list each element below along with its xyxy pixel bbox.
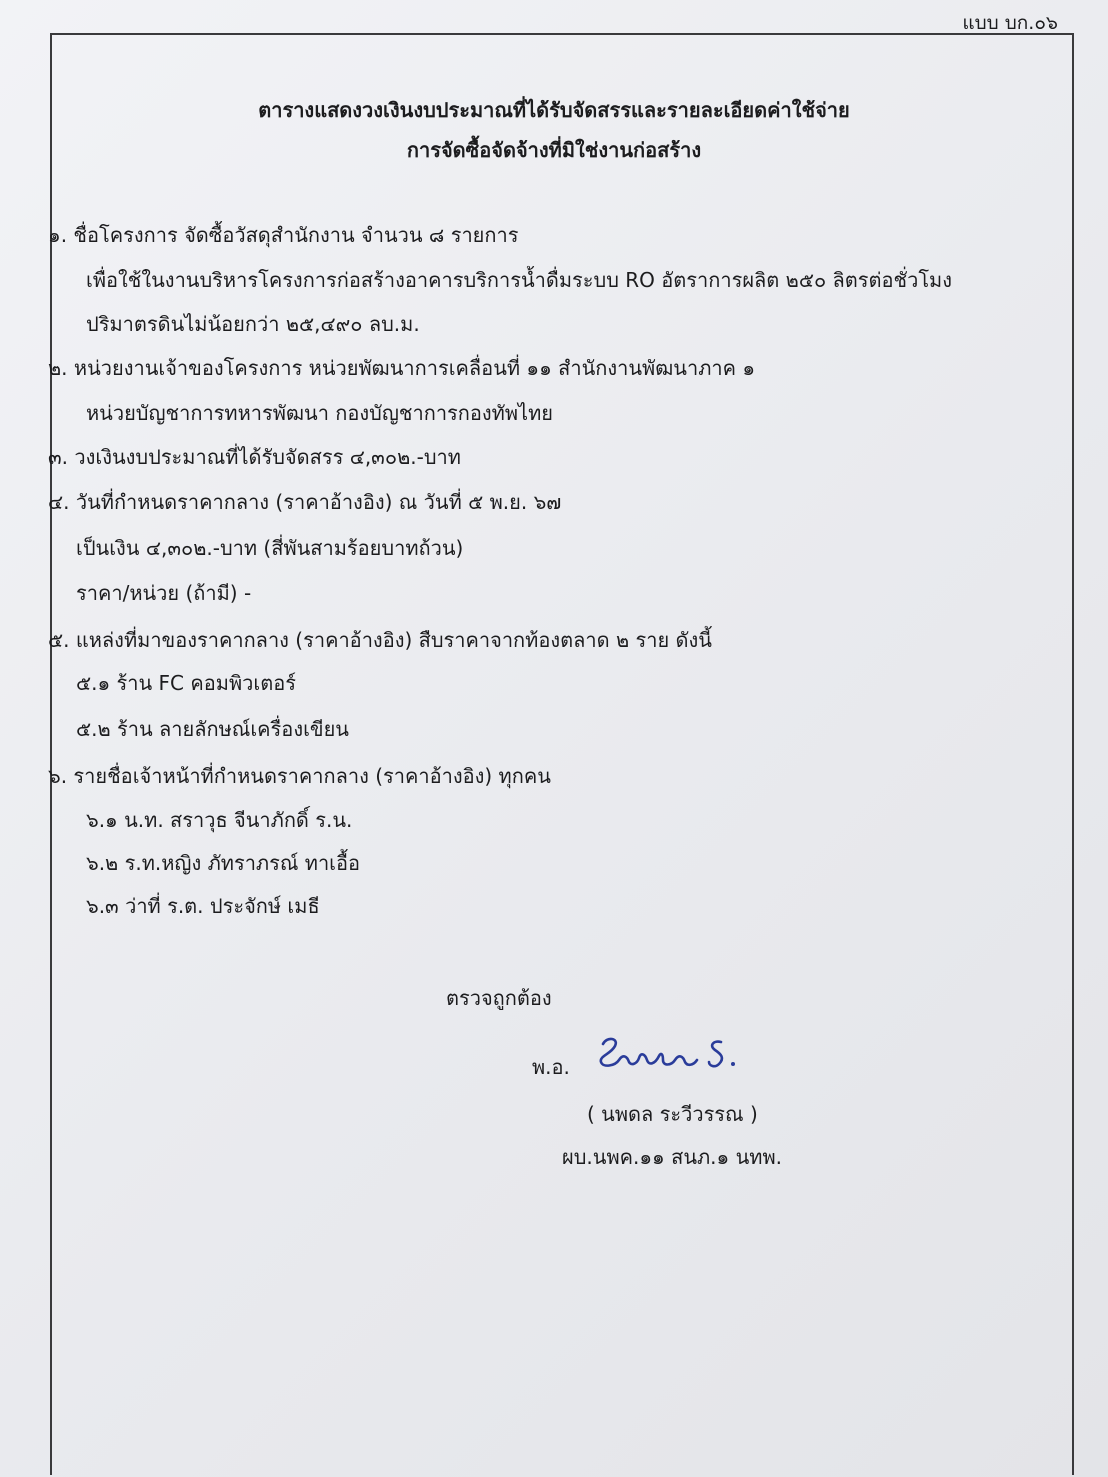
handwritten-signature <box>593 1032 743 1074</box>
form-code: แบบ บก.๐๖ <box>962 12 1058 34</box>
item-5-price-source: ๕. แหล่งที่มาของราคากลาง (ราคาอ้างอิง) สืบราคาจากท้องตลาด ๒ ราย ดังนี้ <box>48 628 712 652</box>
item-6-1-officer: ๖.๑ น.ท. สราวุธ จีนาภักดิ์ ร.น. <box>86 808 353 832</box>
item-4-reference-date: ๔. วันที่กำหนดราคากลาง (ราคาอ้างอิง) ณ วันที่ ๕ พ.ย. ๖๗ <box>48 490 562 514</box>
item-4-unit-price: ราคา/หน่วย (ถ้ามี) - <box>76 581 252 605</box>
item-1-purpose: เพื่อใช้ในงานบริหารโครงการก่อสร้างอาคารบริการน้ำดื่มระบบ RO อัตราการผลิต ๒๕๐ ลิตรต่อชั่วโมง <box>86 268 953 292</box>
document-title-line-2: การจัดซื้อจัดจ้างที่มิใช่งานก่อสร้าง <box>406 138 702 162</box>
item-1-project-name: ๑. ชื่อโครงการ จัดซื้อวัสดุสำนักงาน จำนวน ๘ รายการ <box>48 223 519 247</box>
item-4-amount: เป็นเงิน ๔,๓๐๒.-บาท (สี่พันสามร้อยบาทถ้วน) <box>76 536 464 560</box>
item-5-2-shop: ๕.๒ ร้าน ลายลักษณ์เครื่องเขียน <box>76 717 349 741</box>
item-6-officers: ๖. รายชื่อเจ้าหน้าที่กำหนดราคากลาง (ราคาอ้างอิง) ทุกคน <box>48 764 551 788</box>
item-2-owner-unit-cont: หน่วยบัญชาการทหารพัฒนา กองบัญชาการกองทัพไทย <box>86 401 554 425</box>
signer-name: ( นพดล ระวีวรรณ ) <box>587 1102 758 1126</box>
signer-position: ผบ.นพค.๑๑ สนภ.๑ นทพ. <box>562 1145 782 1169</box>
item-5-1-shop: ๕.๑ ร้าน FC คอมพิวเตอร์ <box>76 671 296 695</box>
item-6-3-officer: ๖.๓ ว่าที่ ร.ต. ประจักษ์ เมธี <box>86 894 320 918</box>
item-3-budget: ๓. วงเงินงบประมาณที่ได้รับจัดสรร ๔,๓๐๒.-บาท <box>48 445 461 469</box>
signer-rank: พ.อ. <box>532 1055 570 1079</box>
item-6-2-officer: ๖.๒ ร.ท.หญิง ภัทราภรณ์ ทาเอื้อ <box>86 851 361 875</box>
verify-label: ตรวจถูกต้อง <box>446 986 552 1010</box>
item-2-owner-unit: ๒. หน่วยงานเจ้าของโครงการ หน่วยพัฒนาการเคลื่อนที่ ๑๑ สำนักงานพัฒนาภาค ๑ <box>48 356 756 380</box>
document-title-line-1: ตารางแสดงวงเงินงบประมาณที่ได้รับจัดสรรและรายละเอียดค่าใช้จ่าย <box>258 98 850 122</box>
item-1-volume: ปริมาตรดินไม่น้อยกว่า ๒๕,๔๙๐ ลบ.ม. <box>86 312 420 336</box>
